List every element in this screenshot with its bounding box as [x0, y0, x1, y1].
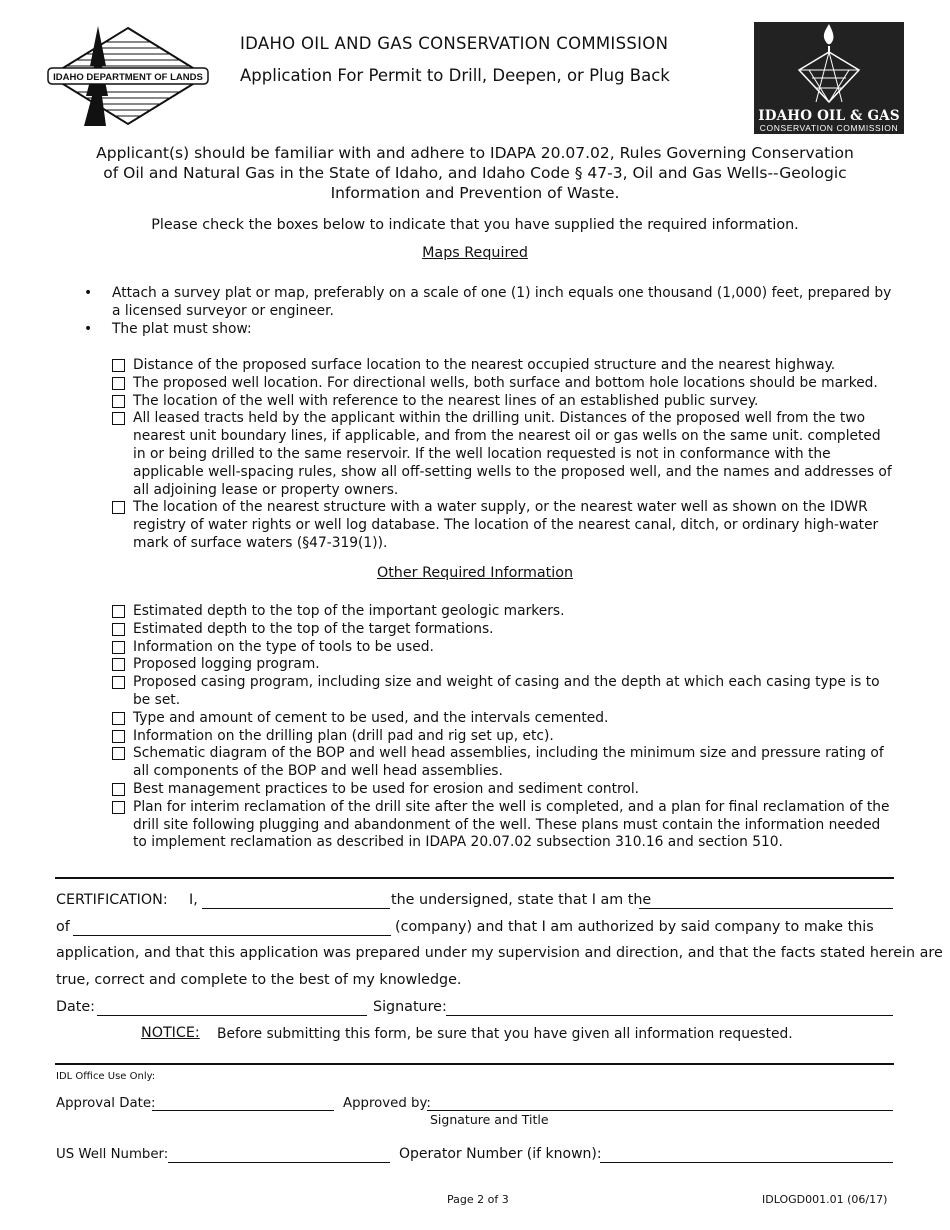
certification-state-text: the undersigned, state that I am the	[391, 892, 652, 908]
maps-check-item: The proposed well location. For directional wells, both surface and bottom hole locations should be marked.	[112, 375, 892, 393]
other-checklist	[112, 603, 892, 852]
maps-check-item: The location of the nearest structure with a water supply, or the nearest water well as shown on the IDWR registry of water rights or well log database. The location of the nearest canal, ditch, or ordinary high-water mark of surface waters (§47-319(1)).	[112, 499, 892, 552]
certifier-title-field[interactable]	[639, 908, 893, 909]
other-check-item: Estimated depth to the top of the target formations.	[112, 621, 892, 639]
maps-required-title: Maps Required	[422, 245, 528, 261]
signature-title-caption: Signature and Title	[430, 1112, 549, 1127]
other-check-item: Proposed logging program.	[112, 656, 892, 674]
checkbox[interactable]	[112, 395, 125, 408]
iogcc-logo	[754, 22, 904, 134]
other-check-item: Proposed casing program, including size and weight of casing and the depth at which each casing type is to be set.	[112, 674, 892, 710]
maps-check-item: All leased tracts held by the applicant within the drilling unit. Distances of the proposed well from the two nearest unit boundary lines, if applicable, and from the nearest oil or gas wells on the same unit. completed in or being drilled to the same reservoir. If the well location requested is not in conformance with the applicable well-spacing rules, show all off-setting wells to the proposed well, and the names and addresses of all adjoining lease or property owners.	[112, 410, 892, 499]
checkbox[interactable]	[112, 676, 125, 689]
approval-date-label: Approval Date:	[56, 1096, 156, 1111]
maps-check-item: The location of the well with reference to the nearest lines of an established public survey.	[112, 393, 892, 411]
checkbox[interactable]	[112, 605, 125, 618]
notice-label: NOTICE:	[141, 1025, 200, 1041]
us-well-number-field[interactable]	[168, 1162, 390, 1163]
other-check-item: Schematic diagram of the BOP and well head assemblies, including the minimum size and pressure rating of all components of the BOP and well head assemblies.	[112, 745, 892, 781]
notice-text: Before submitting this form, be sure that you have given all information requested.	[217, 1026, 793, 1042]
certification-line-4: true, correct and complete to the best of my knowledge.	[56, 972, 462, 988]
checkbox[interactable]	[112, 712, 125, 725]
checkbox[interactable]	[112, 730, 125, 743]
intro-paragraph	[60, 143, 890, 203]
signature-field[interactable]	[446, 1015, 893, 1016]
other-check-item: Best management practices to be used for erosion and sediment control.	[112, 781, 892, 799]
idl-logo	[46, 26, 210, 128]
iogcc-logo-line2: CONSERVATION COMMISSION	[759, 123, 899, 133]
form-title: Application For Permit to Drill, Deepen, or Plug Back	[240, 66, 670, 85]
date-label: Date:	[56, 999, 95, 1015]
certification-line-3: application, and that this application was prepared under my supervision and direction, and that the facts stated herein are	[56, 945, 943, 961]
other-check-item: Estimated depth to the top of the important geologic markers.	[112, 603, 892, 621]
other-check-item: Plan for interim reclamation of the drill site after the well is completed, and a plan for final reclamation of the drill site following plugging and abandonment of the well. These plans must contain the information needed to implement reclamation as described in IDAPA 20.07.02 subsection 310.16 and section 510.	[112, 799, 892, 852]
idl-logo-text: IDAHO DEPARTMENT OF LANDS	[53, 72, 203, 83]
certification-company-text: (company) and that I am authorized by said company to make this	[395, 919, 874, 935]
certification-i: I,	[189, 892, 198, 908]
bullet-item: • The plat must show:	[84, 321, 252, 337]
approved-by-field[interactable]	[427, 1110, 893, 1111]
checkbox[interactable]	[112, 623, 125, 636]
checkbox[interactable]	[112, 641, 125, 654]
certification-divider	[55, 877, 894, 879]
checkbox[interactable]	[112, 747, 125, 760]
certification-of: of	[56, 919, 70, 935]
iogcc-logo-line1: IDAHO OIL & GAS	[758, 108, 900, 124]
checkbox[interactable]	[112, 359, 125, 372]
agency-name: IDAHO OIL AND GAS CONSERVATION COMMISSION	[240, 34, 669, 53]
maps-check-item: Distance of the proposed surface location to the nearest occupied structure and the nearest highway.	[112, 357, 892, 375]
operator-number-field[interactable]	[600, 1162, 893, 1163]
instruction-text: Please check the boxes below to indicate that you have supplied the required information.	[151, 217, 799, 233]
approval-date-field[interactable]	[152, 1110, 334, 1111]
page-number: Page 2 of 3	[447, 1193, 509, 1206]
signature-label: Signature:	[373, 999, 447, 1015]
intro-line-3: Information and Prevention of Waste.	[330, 184, 620, 202]
checkbox[interactable]	[112, 377, 125, 390]
checkbox[interactable]	[112, 801, 125, 814]
date-field[interactable]	[97, 1015, 367, 1016]
bullet-item: • Attach a survey plat or map, preferably on a scale of one (1) inch equals one thousand (1,000) feet, prepared by a licensed surveyor or engineer.	[84, 285, 892, 319]
checkbox[interactable]	[112, 501, 125, 514]
certifier-name-field[interactable]	[202, 908, 390, 909]
form-id: IDLOGD001.01 (06/17)	[762, 1193, 888, 1206]
company-field[interactable]	[73, 935, 391, 936]
us-well-number-label: US Well Number:	[56, 1147, 169, 1162]
other-info-title: Other Required Information	[376, 565, 574, 581]
checkbox[interactable]	[112, 783, 125, 796]
maps-bullets	[84, 284, 894, 338]
other-check-item: Type and amount of cement to be used, and the intervals cemented.	[112, 710, 892, 728]
certification-label: CERTIFICATION:	[56, 892, 168, 908]
checkbox[interactable]	[112, 412, 125, 425]
office-divider	[55, 1063, 894, 1065]
intro-line-2: of Oil and Natural Gas in the State of Idaho, and Idaho Code § 47-3, Oil and Gas Wells--Geologic	[103, 164, 847, 182]
operator-number-label: Operator Number (if known):	[399, 1146, 602, 1162]
maps-checklist	[112, 357, 892, 553]
intro-line-1: Applicant(s) should be familiar with and adhere to IDAPA 20.07.02, Rules Governing Conservation	[96, 144, 854, 162]
other-check-item: Information on the type of tools to be used.	[112, 639, 892, 657]
checkbox[interactable]	[112, 658, 125, 671]
approved-by-label: Approved by:	[343, 1096, 431, 1111]
office-use-heading: IDL Office Use Only:	[56, 1071, 156, 1082]
other-check-item: Information on the drilling plan (drill pad and rig set up, etc).	[112, 728, 892, 746]
